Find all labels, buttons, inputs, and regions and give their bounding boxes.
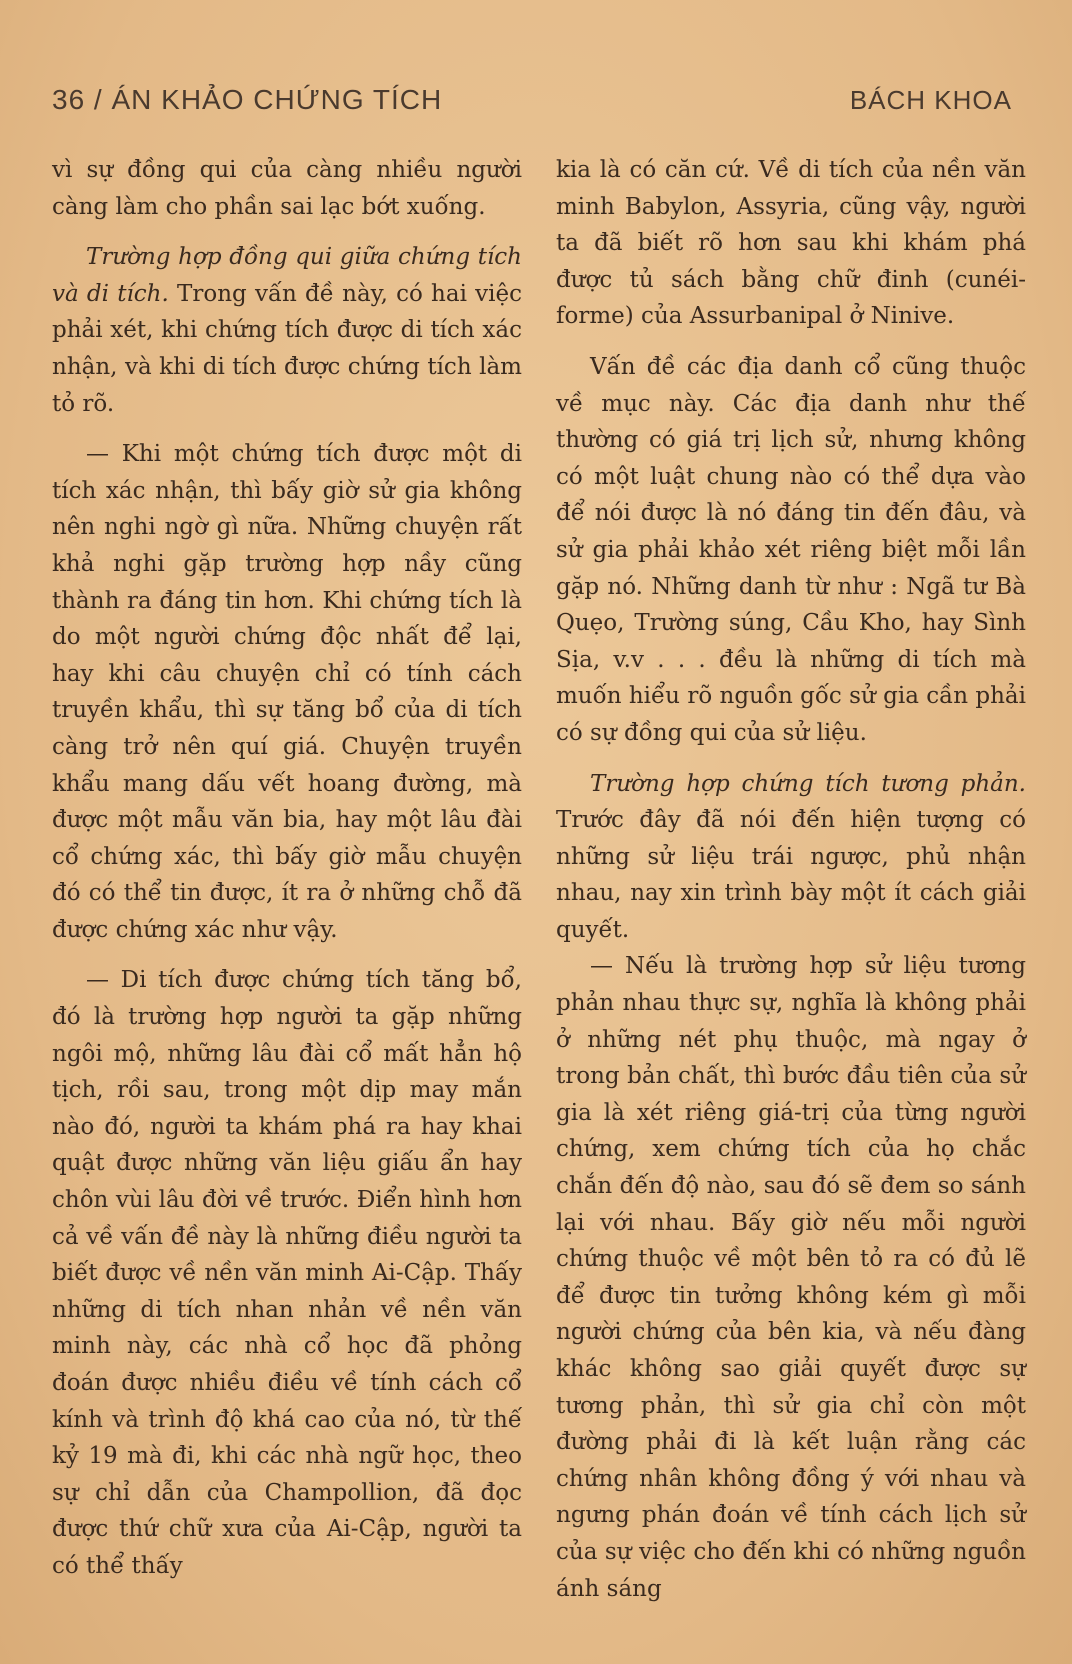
- paragraph: — Di tích được chứng tích tăng bổ, đó là trường hợp người ta gặp những ngôi mộ, những lâu đài cổ mất hẳn hộ tịch, rồi sau, trong một dịp may mắn nào đó, người ta khám phá ra hay khai quật được những văn liệu giấu ẩn hay chôn vùi lâu đời về trước. Điển hình hơn cả về vấn đề này là những điều người ta biết được về nền văn minh Ai-Cập. Thấy những di tích nhan nhản về nền văn minh này, các nhà cổ học đã phỏng đoán được nhiều điều về tính cách cổ kính và trình độ khá cao của nó, từ thế kỷ 19 mà đi, khi các nhà ngữ học, theo sự chỉ dẫn của Champollion, đã đọc được thứ chữ xưa của Ai-Cập, người ta có thể thấy: [52, 967, 522, 1579]
- page-number-and-title: 36 / ÁN KHẢO CHỨNG TÍCH: [52, 84, 443, 115]
- section-heading: Trường hợp đồng qui giữa chứng tích và di tích.: [52, 244, 522, 307]
- paragraph: Trường hợp đồng qui giữa chứng tích và di tích. Trong vấn đề này, có hai việc phải xét, khi chứng tích được di tích xác nhận, và khi di tích được chứng tích làm tỏ rõ.: [52, 244, 522, 417]
- paragraph: Trường hợp chứng tích tương phản. Trước đây đã nói đến hiện tượng có những sử liệu trái ngược, phủ nhận nhau, nay xin trình bày một ít cách giải quyết.: [556, 770, 1026, 943]
- paragraph: Vấn đề các địa danh cổ cũng thuộc về mục này. Các địa danh như thế thường có giá trị lịch sử, nhưng không có một luật chung nào có thể dựa vào để nói được là nó đáng tin đến đâu, và sử gia phải khảo xét riêng biệt mỗi lần gặp nó. Những danh từ như : Ngã tư Bà Quẹo, Trường súng, Cầu Kho, hay Sình Sịa, v.v . . . đều là những di tích mà muốn hiểu rõ nguồn gốc sử gia cần phải có sự đồng qui của sử liệu.: [556, 353, 1026, 746]
- paragraph: — Khi một chứng tích được một di tích xác nhận, thì bấy giờ sử gia không nên nghi ngờ gì nữa. Những chuyện rất khả nghi gặp trường hợp nầy cũng thành ra đáng tin hơn. Khi chứng tích là do một người chứng độc nhất để lại, hay khi câu chuyện chỉ có tính cách truyền khẩu, thì sự tăng bổ của di tích càng trở nên quí giá. Chuyện truyền khẩu mang dấu vết hoang đường, mà được một mẫu văn bia, hay một lâu đài cổ chứng xác, thì bấy giờ mẫu chuyện đó có thể tin được, ít ra ở những chỗ đã được chứng xác như vậy.: [52, 441, 522, 943]
- paragraph: vì sự đồng qui của càng nhiều người càng làm cho phần sai lạc bớt xuống.: [52, 157, 522, 220]
- left-column: [52, 152, 522, 1585]
- paragraph: — Nếu là trường hợp sử liệu tương phản nhau thực sự, nghĩa là không phải ở những nét phụ thuộc, mà ngay ở trong bản chất, thì bước đầu tiên của sử gia là xét riêng giá-trị của từng người chứng, xem chứng tích của họ chắc chắn đến độ nào, sau đó sẽ đem so sánh lại với nhau. Bấy giờ nếu mỗi người chứng thuộc về một bên tỏ ra có đủ lẽ để được tin tưởng không kém gì mỗi người chứng của bên kia, và nếu đàng khác không sao giải quyết được sự tương phản, thì sử gia chỉ còn một đường phải đi là kết luận rằng các chứng nhân không đồng ý với nhau và ngưng phán đoán về tính cách lịch sử của sự việc cho đến khi có những nguồn ánh sáng: [556, 953, 1026, 1602]
- section-heading: Trường hợp chứng tích tương phản.: [590, 770, 1026, 797]
- paragraph: kia là có căn cứ. Về di tích của nền văn minh Babylon, Assyria, cũng vậy, người ta đã biết rõ hơn sau khi khám phá được tủ sách bằng chữ đinh (cunéi-forme) của Assurbanipal ở Ninive.: [556, 157, 1026, 330]
- page-header: [52, 80, 1012, 120]
- publication-name: BÁCH KHOA: [849, 84, 1012, 115]
- right-column: [556, 152, 1026, 1607]
